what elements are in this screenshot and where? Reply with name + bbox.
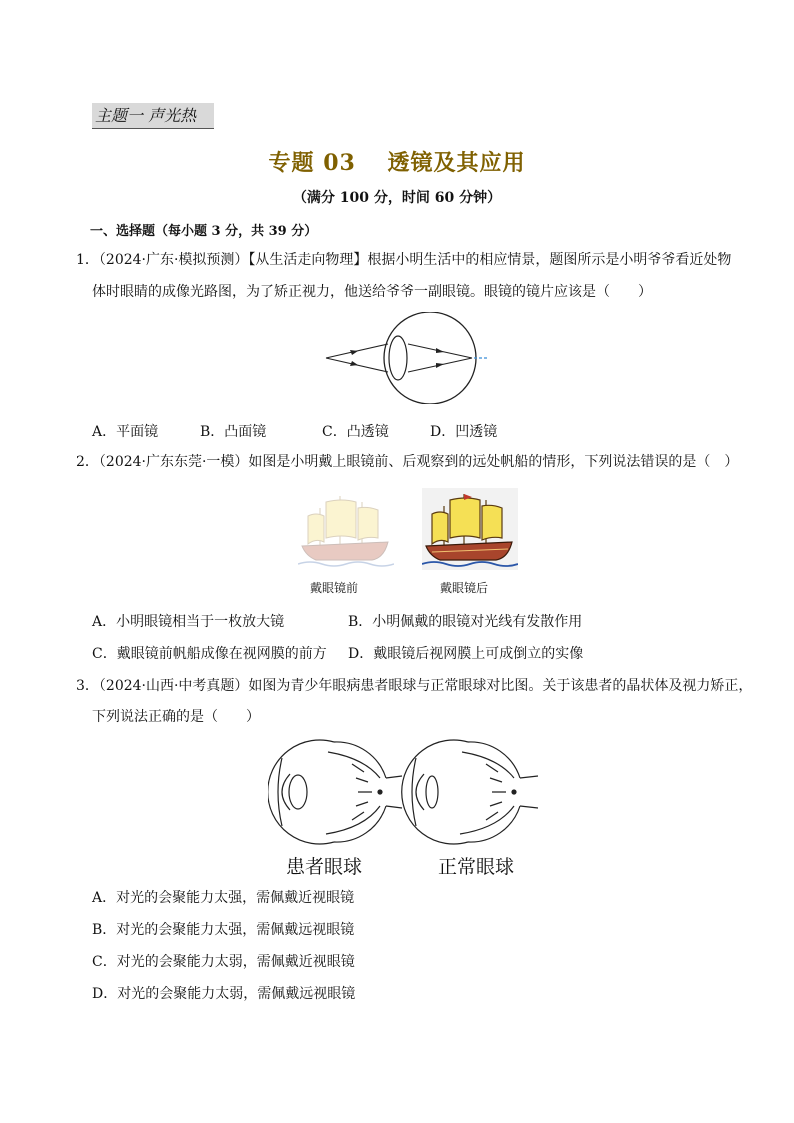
question-2-line-1: 2．（2024·广东东莞·一模）如图是小明戴上眼镜前、后观察到的远处帆船的情形，下列说法错误的是（ ）	[76, 454, 739, 470]
caption-after-glasses: 戴眼镜后	[440, 581, 489, 595]
q1-option-b[interactable]: B．凸面镜	[200, 424, 267, 440]
ship-before-glasses-image	[298, 488, 394, 570]
question-1-line-1: 1．（2024·广东·模拟预测）【从生活走向物理】根据小明生活中的相应情景，题图所示是小明爷爷看近处物	[76, 252, 732, 268]
eyeball-comparison-diagram	[268, 738, 548, 846]
caption-before-glasses: 戴眼镜前	[310, 581, 359, 595]
question-3-line-2: 下列说法正确的是（ ）	[92, 709, 260, 725]
page-title: 专题 03 透镜及其应用	[268, 150, 526, 176]
theme-tag: 主题一 声光热	[92, 103, 214, 129]
eye-ray-diagram	[322, 312, 492, 404]
q3-option-d[interactable]: D．对光的会聚能力太弱，需佩戴远视眼镜	[92, 986, 356, 1002]
q2-option-c[interactable]: C．戴眼镜前帆船成像在视网膜的前方	[92, 646, 327, 662]
q1-option-d[interactable]: D．凹透镜	[430, 424, 498, 440]
q3-option-a[interactable]: A．对光的会聚能力太强，需佩戴近视眼镜	[92, 890, 355, 906]
page-subtitle: （满分 100 分，时间 60 分钟）	[292, 190, 502, 206]
q2-option-a[interactable]: A．小明眼镜相当于一枚放大镜	[92, 614, 285, 630]
q2-option-d[interactable]: D．戴眼镜后视网膜上可成倒立的实像	[348, 646, 584, 662]
question-1-line-2: 体时眼睛的成像光路图，为了矫正视力，他送给爷爷一副眼镜。眼镜的镜片应该是（ ）	[92, 284, 652, 300]
q1-option-c[interactable]: C．凸透镜	[322, 424, 389, 440]
section-heading: 一、选择题（每小题 3 分，共 39 分）	[90, 224, 318, 239]
ship-after-glasses-image	[422, 488, 518, 570]
question-3-line-1: 3．（2024·山西·中考真题）如图为青少年眼病患者眼球与正常眼球对比图。关于该患者的晶状体及视力矫正，	[76, 678, 753, 694]
caption-patient-eye: 患者眼球	[286, 856, 363, 878]
q1-option-a[interactable]: A．平面镜	[92, 424, 159, 440]
caption-normal-eye: 正常眼球	[438, 856, 515, 878]
q3-option-c[interactable]: C．对光的会聚能力太弱，需佩戴近视眼镜	[92, 954, 355, 970]
q3-option-b[interactable]: B．对光的会聚能力太强，需佩戴远视眼镜	[92, 922, 355, 938]
q2-option-b[interactable]: B．小明佩戴的眼镜对光线有发散作用	[348, 614, 583, 630]
